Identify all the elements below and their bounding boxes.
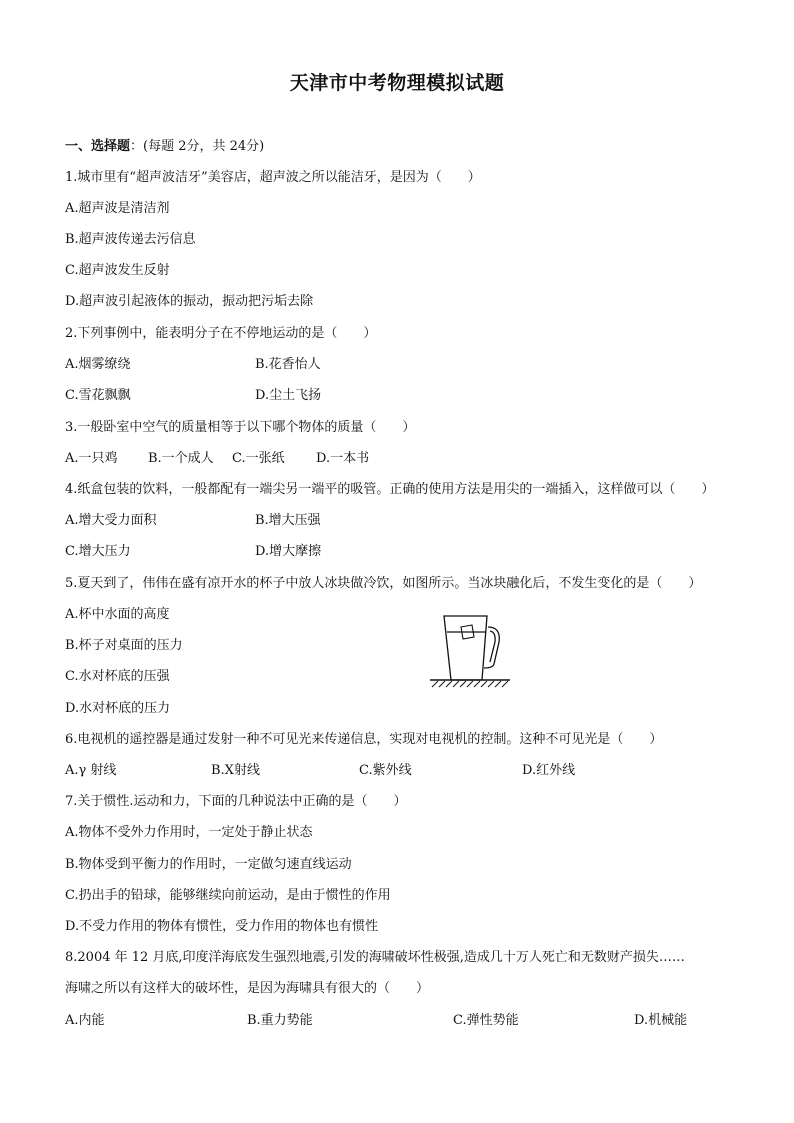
table-surface — [430, 680, 510, 687]
question-4-stem: 4.纸盒包装的饮料，一般都配有一端尖另一端平的吸管。正确的使用方法是用尖的一端插入，这样做可以（ ） — [65, 482, 715, 497]
question-3-stem: 3.一般卧室中空气的质量相等于以下哪个物体的质量（ ） — [65, 420, 416, 435]
question-1-option-a: A.超声波是清洁剂 — [65, 201, 170, 216]
question-2-stem: 2.下列事例中，能表明分子在不停地运动的是（ ） — [65, 326, 377, 341]
question-5-option-a: A.杯中水面的高度 — [65, 607, 170, 622]
question-1-option-c: C.超声波发生反射 — [65, 263, 170, 278]
question-8-option-a: A.内能 — [65, 1013, 105, 1028]
question-7-option-b: B.物体受到平衡力的作用时，一定做匀速直线运动 — [65, 857, 352, 872]
question-8-option-b: B.重力势能 — [247, 1013, 313, 1028]
question-5-option-b: B.杯子对桌面的压力 — [65, 638, 183, 653]
question-8-option-d: D.机械能 — [634, 1013, 688, 1028]
section-heading — [65, 138, 264, 156]
section-note: ：(每题 2分，共 24分) — [130, 139, 265, 154]
question-6-option-c: C.紫外线 — [359, 763, 412, 778]
question-4-option-a: A.增大受力面积 — [65, 513, 157, 528]
question-6-option-d: D.红外线 — [522, 763, 576, 778]
section-label: 一、选择题 — [65, 139, 131, 154]
question-6-option-a: A.γ 射线 — [65, 763, 117, 778]
question-8-stem: 8.2004 年 12 月底,印度洋海底发生强烈地震,引发的海啸破坏性极强,造成几十万人死亡和无数财产损失…… — [65, 950, 685, 965]
question-7-option-c: C.扔出手的铅球，能够继续向前运动，是由于惯性的作用 — [65, 888, 391, 903]
question-5-option-d: D.水对杯底的压力 — [65, 701, 171, 716]
question-5-option-c: C.水对杯底的压强 — [65, 669, 170, 684]
question-3-option-c: C.一张纸 — [232, 451, 285, 466]
question-6-option-b: B.X射线 — [211, 763, 260, 778]
question-8-option-c: C.弹性势能 — [453, 1013, 519, 1028]
page-title: 天津市中考物理模拟试题 — [289, 72, 505, 94]
question-6-stem: 6.电视机的遥控器是通过发射一种不可见光来传递信息，实现对电视机的控制。这种不可见光是（ ） — [65, 732, 663, 747]
question-3-option-b: B.一个成人 — [148, 451, 214, 466]
question-4-option-d: D.增大摩擦 — [255, 544, 322, 559]
question-2-option-c: C.雪花飘飘 — [65, 388, 131, 403]
question-5-stem: 5.夏天到了，伟伟在盛有凉开水的杯子中放人冰块做冷饮，如图所示。当冰块融化后，不发生变化的是（ ） — [65, 576, 702, 591]
cup-with-ice-figure — [428, 612, 512, 692]
question-4-option-c: C.增大压力 — [65, 544, 131, 559]
question-3-option-d: D.一本书 — [316, 451, 370, 466]
question-2-option-a: A.烟雾缭绕 — [65, 357, 131, 372]
question-7-stem: 7.关于惯性.运动和力，下面的几种说法中正确的是（ ） — [65, 794, 407, 809]
question-4-option-b: B.增大压强 — [255, 513, 321, 528]
question-3-option-a: A.一只鸡 — [65, 451, 118, 466]
question-1-option-d: D.超声波引起液体的振动，振动把污垢去除 — [65, 294, 314, 309]
question-1-stem: 1.城市里有“超声波洁牙”美容店，超声波之所以能洁牙，是因为（ ） — [65, 170, 481, 185]
question-8-stem-continued: 海啸之所以有这样大的破坏性，是因为海啸具有很大的（ ） — [65, 981, 430, 996]
question-7-option-d: D.不受力作用的物体有惯性，受力作用的物体也有惯性 — [65, 919, 379, 934]
question-2-option-b: B.花香怡人 — [255, 357, 321, 372]
question-2-option-d: D.尘土飞扬 — [255, 388, 322, 403]
question-1-option-b: B.超声波传递去污信息 — [65, 232, 196, 247]
question-7-option-a: A.物体不受外力作用时，一定处于静止状态 — [65, 825, 313, 840]
